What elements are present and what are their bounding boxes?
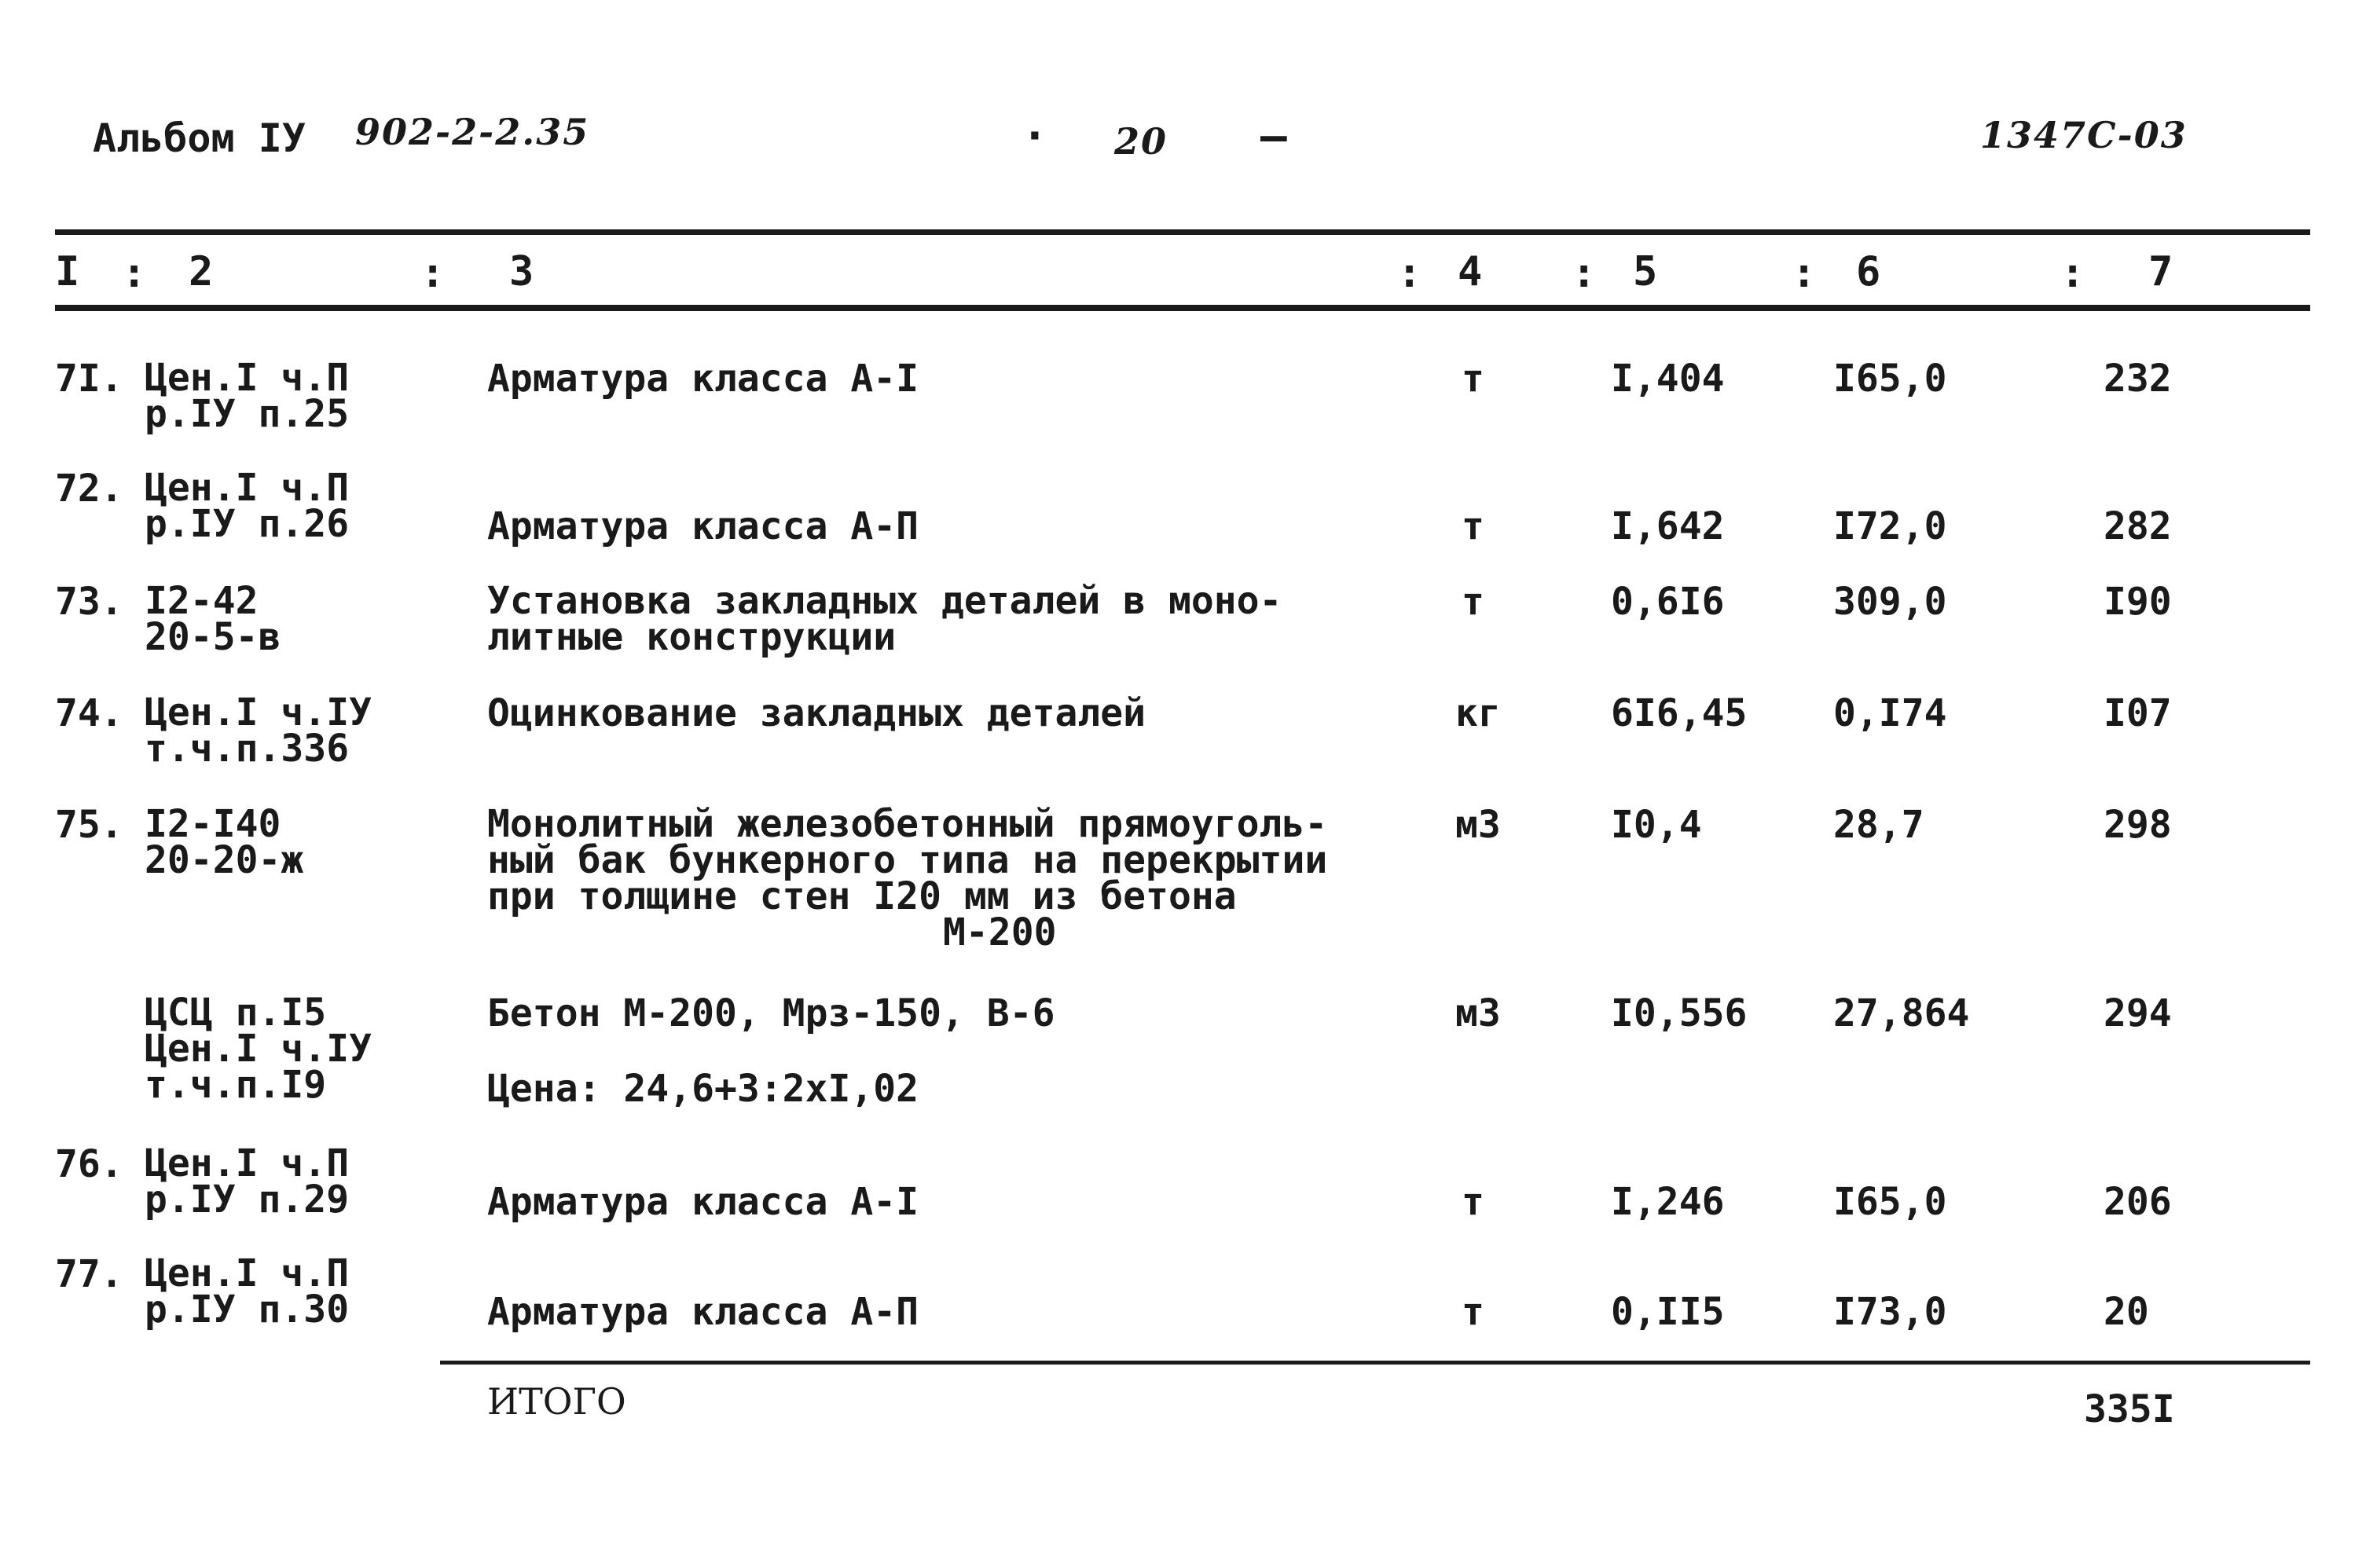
unit-price: I72,0 bbox=[1833, 504, 1947, 548]
unit: кг bbox=[1455, 691, 1501, 735]
column-header-5: 5 bbox=[1633, 248, 1658, 295]
unit-price: I73,0 bbox=[1833, 1290, 1947, 1334]
reference-line: Цен.I ч.IУ bbox=[145, 1027, 372, 1071]
total-cost: 282 bbox=[2104, 504, 2172, 548]
reference-line: I2-42 bbox=[145, 579, 259, 623]
reference-line: 20-5-в bbox=[145, 615, 281, 659]
item-description bbox=[487, 802, 1328, 954]
quantity: I0,556 bbox=[1611, 991, 1748, 1035]
item-description: Арматура класса А-П bbox=[487, 504, 919, 548]
document-code: 1347С-03 bbox=[1980, 114, 2188, 156]
page-number: 20 bbox=[1114, 120, 1168, 163]
row-number: 73. bbox=[55, 580, 123, 624]
unit: т bbox=[1462, 1290, 1484, 1334]
column-header-rule bbox=[55, 305, 2310, 311]
column-separator: : bbox=[1397, 250, 1422, 297]
quantity: I0,4 bbox=[1611, 803, 1702, 847]
column-header-4: 4 bbox=[1458, 248, 1483, 295]
item-description bbox=[487, 579, 1282, 659]
reference-line: р.IУ п.26 bbox=[145, 502, 350, 546]
quantity: 6I6,45 bbox=[1611, 691, 1748, 735]
column-header-7: 7 bbox=[2148, 248, 2173, 295]
header-dot: · bbox=[1022, 111, 1048, 162]
row-number: 7I. bbox=[55, 357, 123, 401]
price-reference bbox=[145, 356, 350, 436]
total-cost: 20 bbox=[2104, 1290, 2149, 1334]
column-separator: : bbox=[1572, 250, 1597, 297]
reference-line: Цен.I ч.П bbox=[145, 356, 350, 400]
total-cost: 206 bbox=[2104, 1180, 2172, 1224]
column-header-2: 2 bbox=[189, 248, 214, 295]
quantity: I,404 bbox=[1611, 357, 1725, 401]
unit-price: 28,7 bbox=[1833, 803, 1924, 847]
unit-price: 27,864 bbox=[1833, 991, 1970, 1035]
price-reference bbox=[145, 579, 281, 659]
unit: т bbox=[1462, 357, 1484, 401]
description-line: Установка закладных деталей в моно- bbox=[487, 579, 1282, 623]
quantity: 0,6I6 bbox=[1611, 580, 1725, 624]
total-cost: I90 bbox=[2104, 580, 2172, 624]
description-line: Монолитный железобетонный прямоуголь- bbox=[487, 802, 1328, 846]
unit: т bbox=[1462, 580, 1484, 624]
item-description: Арматура класса А-П bbox=[487, 1290, 919, 1334]
reference-line: р.IУ п.30 bbox=[145, 1288, 350, 1332]
reference-line: Цен.I ч.П bbox=[145, 1251, 350, 1295]
reference-line: Цен.I ч.IУ bbox=[145, 691, 372, 735]
price-formula: Цена: 24,6+3:2хI,02 bbox=[487, 1067, 919, 1111]
quantity: I,642 bbox=[1611, 504, 1725, 548]
description-line: М-200 bbox=[943, 910, 1057, 954]
reference-line: т.ч.п.I9 bbox=[145, 1063, 327, 1107]
unit: т bbox=[1462, 504, 1484, 548]
item-description: Оцинкование закладных деталей bbox=[487, 691, 1146, 735]
reference-line: р.IУ п.29 bbox=[145, 1178, 350, 1222]
row-number: 77. bbox=[55, 1252, 123, 1296]
quantity: 0,II5 bbox=[1611, 1290, 1725, 1334]
column-separator: : bbox=[2060, 250, 2085, 297]
row-number: 74. bbox=[55, 691, 123, 735]
reference-line: Цен.I ч.П bbox=[145, 1141, 350, 1185]
price-reference bbox=[145, 1251, 350, 1332]
total-cost: 294 bbox=[2104, 991, 2172, 1035]
price-reference bbox=[145, 1141, 350, 1222]
description-line: ный бак бункерного типа на перекрытии bbox=[487, 838, 1328, 882]
top-rule bbox=[55, 229, 2310, 235]
reference-line: Цен.I ч.П bbox=[145, 466, 350, 510]
total-cost: 298 bbox=[2104, 803, 2172, 847]
row-number: 72. bbox=[55, 467, 123, 511]
reference-line: 20-20-ж bbox=[145, 838, 304, 882]
column-header-1: I bbox=[55, 248, 80, 295]
row-number: 75. bbox=[55, 803, 123, 847]
description-line: при толщине стен I20 мм из бетона bbox=[487, 874, 1237, 918]
quantity: I,246 bbox=[1611, 1180, 1725, 1224]
total-cost: 232 bbox=[2104, 357, 2172, 401]
price-reference bbox=[145, 691, 372, 771]
column-separator: : bbox=[1792, 250, 1817, 297]
price-reference bbox=[145, 466, 350, 546]
unit: м3 bbox=[1455, 991, 1501, 1035]
header-dash: – bbox=[1260, 111, 1287, 162]
reference-line: р.IУ п.25 bbox=[145, 392, 350, 436]
unit: м3 bbox=[1455, 803, 1501, 847]
column-header-3: 3 bbox=[509, 248, 534, 295]
total-cost: I07 bbox=[2104, 691, 2172, 735]
unit-price: 0,I74 bbox=[1833, 691, 1947, 735]
description-line: литные конструкции bbox=[487, 615, 897, 659]
unit-price: I65,0 bbox=[1833, 357, 1947, 401]
album-label: Альбом IУ bbox=[93, 115, 306, 161]
reference-line: ЦСЦ п.I5 bbox=[145, 991, 327, 1035]
unit: т bbox=[1462, 1180, 1484, 1224]
price-reference bbox=[145, 802, 304, 882]
project-code: 902-2-2.35 bbox=[355, 111, 590, 153]
row-number: 76. bbox=[55, 1142, 123, 1186]
item-description: Арматура класса А-I bbox=[487, 357, 919, 401]
price-reference bbox=[145, 991, 372, 1107]
column-separator: : bbox=[420, 250, 446, 297]
item-description: Бетон М-200, Мрз-150, В-6 bbox=[487, 991, 1055, 1035]
unit-price: I65,0 bbox=[1833, 1180, 1947, 1224]
total-label: ИТОГО bbox=[487, 1380, 626, 1423]
reference-line: I2-I40 bbox=[145, 802, 281, 846]
column-separator: : bbox=[122, 250, 147, 297]
unit-price: 309,0 bbox=[1833, 580, 1947, 624]
grand-total: 335I bbox=[2084, 1387, 2175, 1431]
column-header-6: 6 bbox=[1856, 248, 1881, 295]
item-description: Арматура класса А-I bbox=[487, 1180, 919, 1224]
total-rule bbox=[440, 1361, 2310, 1365]
reference-line: т.ч.п.336 bbox=[145, 727, 350, 771]
